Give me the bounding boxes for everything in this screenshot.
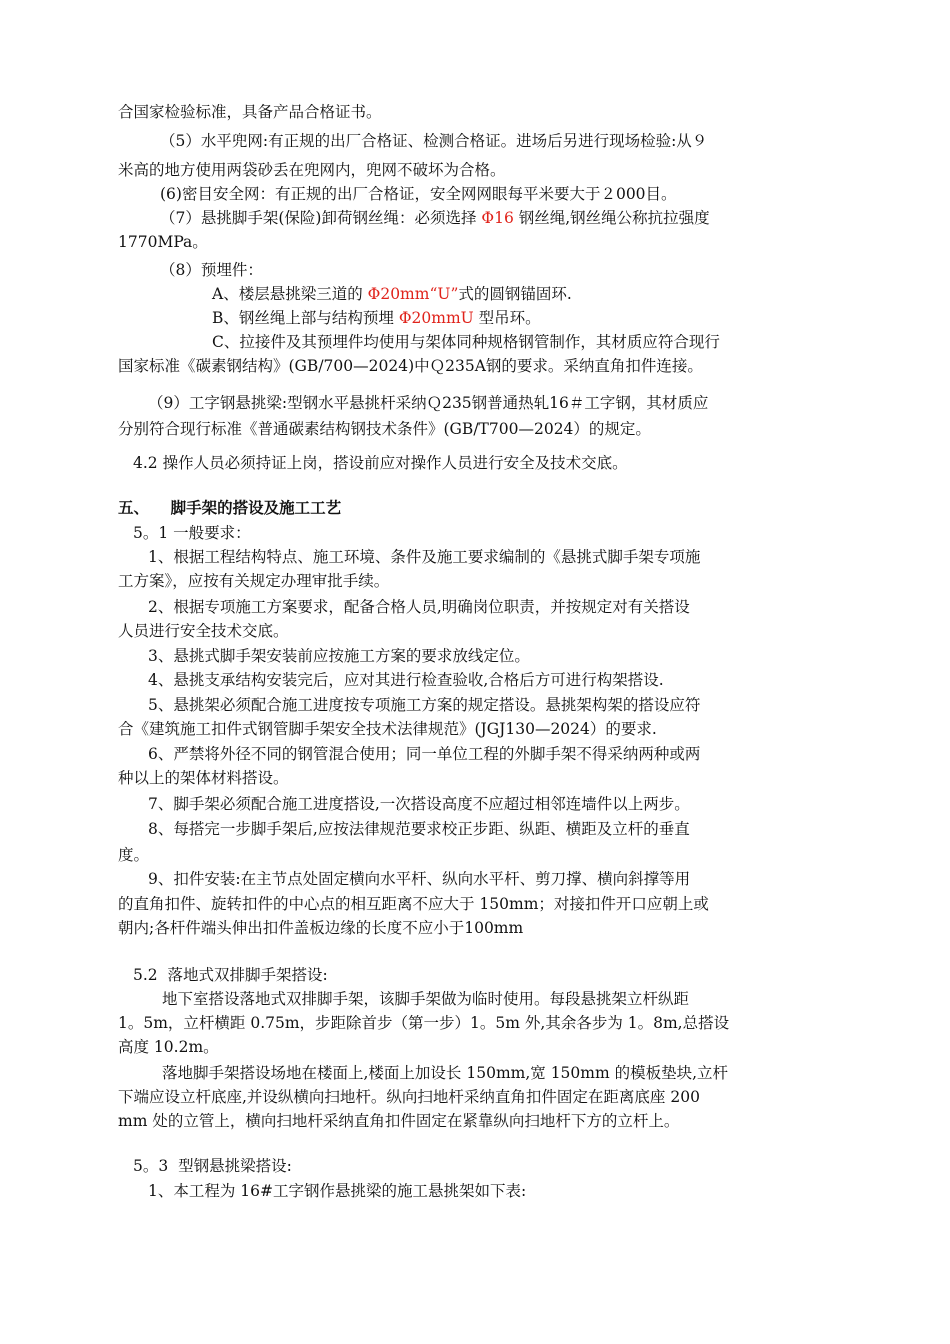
text-run: B、钢丝绳上部与结构预埋 — [212, 309, 399, 327]
highlight-run: Φ20mmU — [398, 309, 474, 327]
text-line: 9、扣件安装:在主节点处固定横向水平杆、纵向水平杆、剪刀撑、横向斜撑等用 — [148, 870, 691, 888]
text-run: （7）悬挑脚手架(保险)卸荷钢丝绳：必须选择 — [160, 209, 482, 227]
text-line: 国家标准《碳素钢结构》(GB/700—2024)中Ｑ235A钢的要求。采纳直角扣件连接。 — [118, 357, 703, 375]
text-line: 合《建筑施工扣件式钢管脚手架安全技术法律规范》(JGJ130—2024）的要求. — [118, 720, 657, 738]
text-line: 地下室搭设落地式双排脚手架，该脚手架做为临时使用。每段悬挑架立杆纵距 — [162, 990, 690, 1008]
text-line: 1。5m，立杆横距 0.75m，步距除首步（第一步）1。5m 外,其余各步为 1。8m,总搭设 — [118, 1014, 730, 1032]
text-line: 2、根据专项施工方案要求，配备合格人员,明确岗位职责，并按规定对有关搭设 — [148, 598, 690, 616]
text-line: 种以上的架体材料搭设。 — [118, 769, 289, 787]
text-line: 朝内;各杆件端头伸出扣件盖板边缘的长度不应小于100mm — [118, 919, 524, 937]
text-line: 4.2 操作人员必须持证上岗，搭设前应对操作人员进行安全及技术交底。 — [133, 454, 628, 472]
highlight-run: Φ16 — [481, 209, 514, 227]
text-line: （8）预埋件： — [160, 261, 263, 279]
subsection-heading: 5。3 型钢悬挑梁搭设: — [133, 1157, 292, 1175]
text-line — [160, 207, 710, 229]
text-line: 的直角扣件、旋转扣件的中心点的相互距离不应大于 150mm；对接扣件开口应朝上或 — [118, 895, 709, 913]
text-line: 1、本工程为 16#工字钢作悬挑梁的施工悬挑架如下表: — [148, 1182, 527, 1200]
text-line: (6)密目安全网：有正规的出厂合格证，安全网网眼每平米要大于２000目。 — [160, 185, 677, 203]
text-line: 3、悬挑式脚手架安装前应按施工方案的要求放线定位。 — [148, 647, 530, 665]
text-line: 米高的地方使用两袋砂丢在兜网内，兜网不破坏为合格。 — [118, 161, 506, 179]
section-heading: 五、 脚手架的搭设及施工工艺 — [118, 498, 342, 517]
text-line: 工方案》，应按有关规定办理审批手续。 — [118, 572, 390, 590]
subsection-heading: 5。1 一般要求： — [133, 524, 251, 542]
text-line — [212, 283, 572, 305]
text-line: 分别符合现行标准《普通碳素结构钢技术条件》(GB/T700—2024）的规定。 — [118, 420, 651, 438]
text-line: 8、每搭完一步脚手架后,应按法律规范要求校正步距、纵距、横距及立杆的垂直 — [148, 820, 690, 838]
text-line: （5）水平兜网:有正规的出厂合格证、检测合格证。进场后另进行现场检验:从９ — [160, 132, 708, 150]
text-line: 度。 — [118, 846, 150, 864]
text-line: 合国家检验标准，具备产品合格证书。 — [118, 103, 382, 121]
text-run: 型吊环。 — [473, 309, 541, 327]
text-line: 6、严禁将外径不同的钢管混合使用；同一单位工程的外脚手架不得采纳两种或两 — [148, 745, 701, 763]
highlight-run: Φ20mm“U” — [367, 285, 459, 303]
subsection-heading: 5.2 落地式双排脚手架搭设: — [133, 966, 328, 984]
text-run: A、楼层悬挑梁三道的 — [212, 285, 368, 303]
text-line: 人员进行安全技术交底。 — [118, 622, 289, 640]
text-line: 1770MPa。 — [118, 233, 208, 251]
text-line: 下端应设立杆底座,并设纵横向扫地杆。纵向扫地杆采纳直角扣件固定在距离底座 200 — [118, 1088, 700, 1106]
text-line: 4、悬挑支承结构安装完后，应对其进行检查验收,合格后方可进行构架搭设. — [148, 671, 664, 689]
text-run: 钢丝绳,钢丝绳公称抗拉强度 — [513, 209, 710, 227]
text-line: 5、悬挑架必须配合施工进度按专项施工方案的规定搭设。悬挑架构架的搭设应符 — [148, 696, 701, 714]
text-line: 高度 10.2m。 — [118, 1038, 219, 1056]
text-line: C、拉接件及其预埋件均使用与架体同种规格钢管制作，其材质应符合现行 — [212, 333, 720, 351]
text-line: （9）工字钢悬挑梁:型钢水平悬挑杆采纳Ｑ235钢普通热轧16＃工字钢，其材质应 — [148, 394, 709, 412]
text-line — [212, 307, 541, 329]
text-line: 1、根据工程结构特点、施工环境、条件及施工要求编制的《悬挑式脚手架专项施 — [148, 548, 701, 566]
text-run: 式的圆钢锚固环. — [458, 285, 572, 303]
text-line: mm 处的立管上，横向扫地杆采纳直角扣件固定在紧靠纵向扫地杆下方的立杆上。 — [118, 1112, 680, 1130]
text-line: 7、脚手架必须配合施工进度搭设,一次搭设高度不应超过相邻连墙件以上两步。 — [148, 795, 690, 813]
text-line: 落地脚手架搭设场地在楼面上,楼面上加设长 150mm,宽 150mm 的模板垫块,立杆 — [162, 1064, 729, 1082]
